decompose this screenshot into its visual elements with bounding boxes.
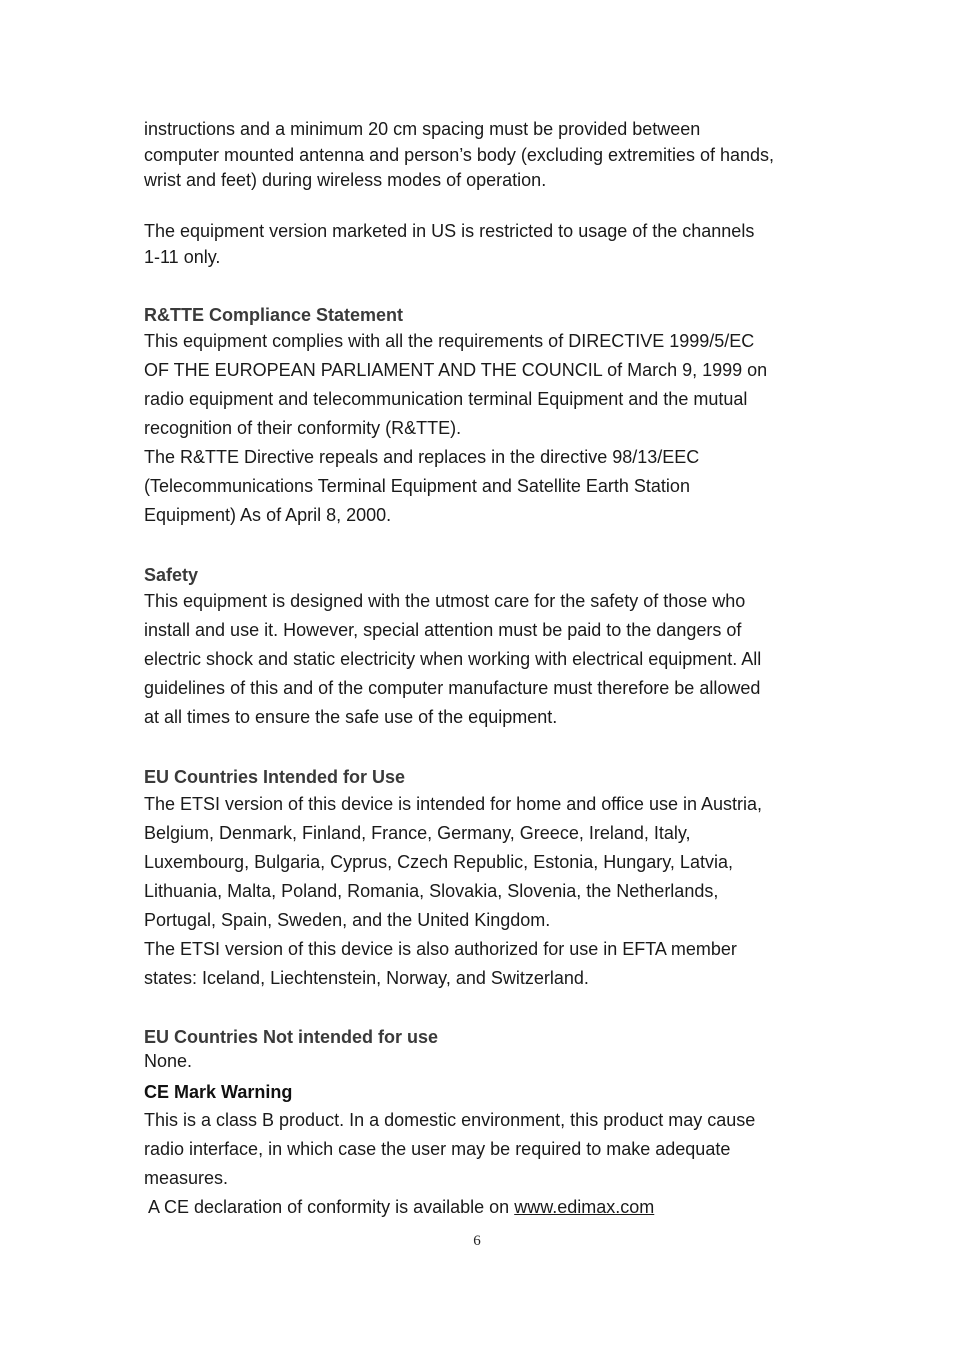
safety-paragraph bbox=[144, 587, 824, 732]
rtte-line: The R&TTE Directive repeals and replaces in the directive 98/13/EEC bbox=[144, 447, 700, 467]
eu-intended-line: states: Iceland, Liechtenstein, Norway, and Switzerland. bbox=[144, 968, 589, 988]
ce-mark-paragraph bbox=[144, 1106, 824, 1222]
eu-intended-line: The ETSI version of this device is intended for home and office use in Austria, bbox=[144, 794, 763, 814]
safety-line: guidelines of this and of the computer manufacture must therefore be allowed bbox=[144, 678, 761, 698]
eu-intended-heading: EU Countries Intended for Use bbox=[144, 767, 406, 787]
eu-intended-paragraph bbox=[144, 790, 824, 993]
ce-declaration-text: A CE declaration of conformity is available on bbox=[144, 1197, 515, 1217]
rtte-line: radio equipment and telecommunication terminal Equipment and the mutual bbox=[144, 389, 748, 409]
ce-mark-line: radio interface, in which case the user may be required to make adequate bbox=[144, 1139, 731, 1159]
us-channels-line: The equipment version marketed in US is restricted to usage of the channels bbox=[144, 221, 755, 241]
intro-paragraph bbox=[144, 117, 824, 194]
page-number: 6 bbox=[473, 1233, 481, 1249]
safety-heading: Safety bbox=[144, 565, 199, 585]
ce-mark-line: This is a class B product. In a domestic environment, this product may cause bbox=[144, 1110, 756, 1130]
safety-line: electric shock and static electricity when working with electrical equipment. All bbox=[144, 649, 762, 669]
eu-intended-line: The ETSI version of this device is also authorized for use in EFTA member bbox=[144, 939, 737, 959]
intro-line: wrist and feet) during wireless modes of operation. bbox=[144, 170, 547, 190]
intro-line: computer mounted antenna and person’s body (excluding extremities of hands, bbox=[144, 144, 775, 165]
us-channels-line: 1-11 only. bbox=[144, 246, 221, 267]
eu-intended-line: Belgium, Denmark, Finland, France, Germany, Greece, Ireland, Italy, bbox=[144, 823, 691, 843]
eu-intended-line: Portugal, Spain, Sweden, and the United Kingdom. bbox=[144, 910, 551, 930]
rtte-heading: R&TTE Compliance Statement bbox=[144, 305, 404, 325]
eu-not-intended-text: None. bbox=[144, 1051, 193, 1071]
safety-line: This equipment is designed with the utmost care for the safety of those who bbox=[144, 591, 746, 611]
ce-mark-heading: CE Mark Warning bbox=[144, 1082, 293, 1102]
rtte-line: This equipment complies with all the requirements of DIRECTIVE 1999/5/EC bbox=[144, 331, 755, 351]
eu-intended-line: Luxembourg, Bulgaria, Cyprus, Czech Republic, Estonia, Hungary, Latvia, bbox=[144, 852, 733, 872]
ce-mark-line: measures. bbox=[144, 1168, 229, 1188]
rtte-line: recognition of their conformity (R&TTE). bbox=[144, 418, 462, 438]
rtte-paragraph bbox=[144, 327, 824, 530]
eu-not-intended-heading: EU Countries Not intended for use bbox=[144, 1027, 439, 1047]
ce-declaration-line bbox=[144, 1193, 824, 1222]
rtte-line: (Telecommunications Terminal Equipment and Satellite Earth Station bbox=[144, 476, 690, 496]
us-channels-paragraph bbox=[144, 219, 824, 270]
safety-line: at all times to ensure the safe use of the equipment. bbox=[144, 707, 558, 727]
rtte-line: Equipment) As of April 8, 2000. bbox=[144, 505, 392, 525]
eu-intended-line: Lithuania, Malta, Poland, Romania, Slovakia, Slovenia, the Netherlands, bbox=[144, 881, 719, 901]
safety-line: install and use it. However, special attention must be paid to the dangers of bbox=[144, 620, 742, 640]
intro-line: instructions and a minimum 20 cm spacing must be provided between bbox=[144, 119, 701, 139]
rtte-line: OF THE EUROPEAN PARLIAMENT AND THE COUNCIL of March 9, 1999 on bbox=[144, 360, 768, 380]
edimax-website-link[interactable]: www.edimax.com bbox=[514, 1197, 655, 1217]
